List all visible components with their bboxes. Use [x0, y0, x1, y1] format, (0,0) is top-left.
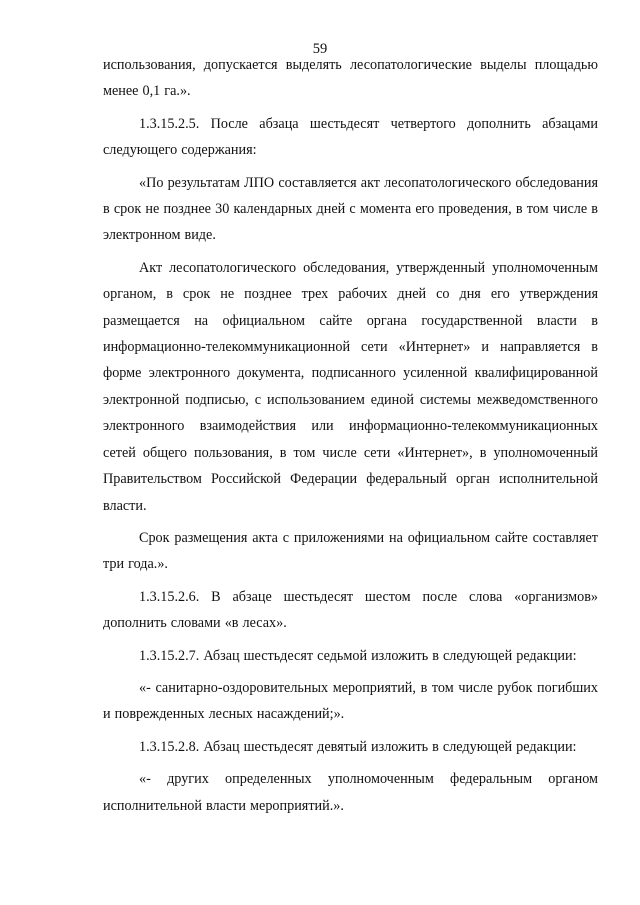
paragraph-quote-other-measures: «- других определенных уполномоченным федеральным органом исполнительной власти мероприятий.».: [103, 771, 598, 814]
paragraph-item-1-3-15-2-8: 1.3.15.2.8. Абзац шестьдесят девятый изложить в следующей редакции:: [139, 738, 577, 755]
paragraph-quote-sanitary: «- санитарно-оздоровительных мероприятий, в том числе рубок погибших и поврежденных лесных насаждений;».: [103, 679, 598, 723]
paragraph-quote-placement-term: Срок размещения акта с приложениями на официальном сайте составляет три года.».: [103, 529, 598, 573]
paragraph-quote-lpo-act: «По результатам ЛПО составляется акт лесопатологического обследования в срок не позднее 30 календарных дней с момента его проведения, в том числе в электронном виде.: [103, 174, 598, 244]
paragraph-continuation: использования, допускается выделять лесопатологические выделы площадью менее 0,1 га.».: [103, 57, 598, 100]
paragraph-item-1-3-15-2-7: 1.3.15.2.7. Абзац шестьдесят седьмой изложить в следующей редакции:: [139, 647, 577, 664]
document-body: [103, 52, 598, 825]
paragraph-quote-act-approved: Акт лесопатологического обследования, утвержденный уполномоченным органом, в срок не позднее трех рабочих дней со дня его утверждения размещается на официальном сайте органа государственной власти в информационно-телекоммуникационной сети «Интернет» и направляется в форме электронного документа, подписанного усиленной квалифицированной электронной подписью, с использованием единой системы межведомственного электронного взаимодействия или информационно-телекоммуникационных сетей общего пользования, в том числе сети «Интернет», в уполномоченный Правительством Российской Федерации федеральный орган исполнительной власти.: [103, 259, 598, 514]
paragraph-item-1-3-15-2-6: 1.3.15.2.6. В абзаце шестьдесят шестом после слова «организмов» дополнить словами «в лесах».: [103, 588, 598, 632]
paragraph-item-1-3-15-2-5: 1.3.15.2.5. После абзаца шестьдесят четвертого дополнить абзацами следующего содержания:: [103, 115, 598, 159]
page-number: 59: [312, 41, 328, 57]
